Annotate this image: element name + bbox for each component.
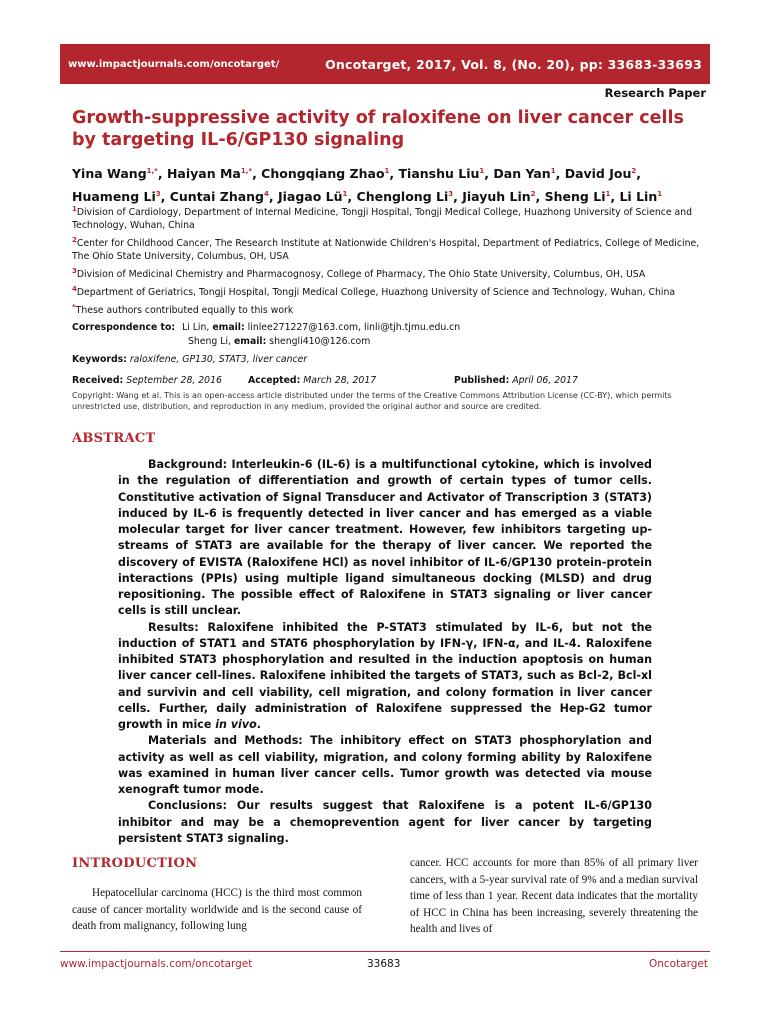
author-name: Tianshu Liu bbox=[398, 166, 480, 182]
author-name: Chenglong Li bbox=[356, 189, 449, 205]
author-affiliation-marker: 4 bbox=[264, 190, 269, 199]
correspondence: Correspondence to: Li Lin, email: linlee271227@163.com, linli@tjh.tjmu.edu.cn Sheng Li, email: shengli410@126.com bbox=[72, 322, 461, 347]
email-link[interactable]: shengli410@126.com bbox=[269, 336, 371, 347]
author-name: Jiayuh Lin bbox=[462, 189, 531, 205]
journal-banner bbox=[60, 44, 710, 84]
affiliation-4: $^4$Department of Geriatrics, Tongji Hospital, Tongji Medical College, Huazhong University of Science and Technology, Wuhan, China bbox=[72, 285, 676, 299]
introduction-heading: INTRODUCTION bbox=[72, 856, 198, 871]
author-name: Jiagao Lü bbox=[277, 189, 343, 205]
author-name: Dan Yan bbox=[493, 166, 551, 182]
author-affiliation-marker: 1 bbox=[479, 167, 485, 175]
keywords: Keywords: raloxifene, GP130, STAT3, liver cancer bbox=[72, 354, 308, 365]
author-name: Cuntai Zhang bbox=[169, 189, 264, 205]
author-name: Li Lin bbox=[619, 189, 658, 205]
author-affiliation-marker: 1 bbox=[342, 190, 348, 199]
author-list: Yina Wang$^{1,*}$, Haiyan $Ma^{1,*}$, Chongqiang Zhao$^1$, Tianshu Liu$^1$, Dan Yan$^1$, David Jou$^2$, Huameng Li$^3$, Cuntai Zhang$^4$, Jiagao $Lü^1$, Chenglong Li$^3$, Jiayuh Lin$^2$, Sheng Li$^1$, Li Lin$^1$ bbox=[72, 166, 663, 205]
author-affiliation-marker: 1,* bbox=[240, 167, 253, 175]
affiliation-3: $^3$Division of Medicinal Chemistry and Pharmacognosy, College of Pharmacy, The Ohio State University, Columbus, OH, USA bbox=[72, 267, 646, 281]
author-affiliation-marker: 1 bbox=[657, 190, 663, 199]
author-affiliation-marker: 3 bbox=[155, 190, 161, 199]
author-affiliation-marker: 1,* bbox=[146, 167, 158, 175]
journal-url[interactable]: www.impactjournals.com/oncotarget/ bbox=[68, 58, 280, 70]
footer-divider bbox=[60, 951, 710, 952]
author-affiliation-marker: 1 bbox=[605, 190, 611, 199]
author-affiliation-marker: 3 bbox=[448, 190, 454, 199]
author-name: Sheng Li bbox=[544, 189, 606, 205]
author-affiliation-marker: 2 bbox=[631, 167, 637, 175]
introduction-right-column: cancer. HCC accounts for more than 85% of all primary liver cancers, with a 5-year survival rate of 9% and a median survival time of less than 1 year. Recent data indicates that the mortality of HCC in China has been increasing, severely threatening the health and lives of bbox=[410, 857, 698, 935]
introduction-left-column: Hepatocellular carcinoma (HCC) is the third most common cause of cancer mortality worldwide and is the second cause of death from malignancy, following lung bbox=[72, 887, 362, 932]
abstract-background: Background: Interleukin-6 (IL-6) is a multifunctional cytokine, which is involved in the regulation of differentiation and growth of certain types of tumor cells. Constitutive activation of Signal Transducer and Activator of Transcription 3 (STAT3) induced by IL-6 is frequently detected in liver cancer and has emerged as a viable molecular target for liver cancer treatment. However, few inhibitors targeting up-streams of STAT3 are available for the therapy of liver cancer. We reported the discovery of EVISTA (Raloxifene HCl) as novel inhibitor of IL-6/GP130 protein-protein interactions (PPIs) using multiple ligand simultaneous docking (MLSD) and drug repositioning. The possible effect of Raloxifene in STAT3 signaling or liver cancer cells is still unclear. bbox=[118, 458, 652, 618]
author-name: Chongqiang Zhao bbox=[261, 166, 385, 182]
affiliation-2: $^2$Center for Childhood Cancer, The Research Institute at Nationwide Children's Hospital, Department of Pediatrics, College of Medicine, The Ohio State University, Columbus, OH, USA bbox=[72, 236, 700, 263]
author-affiliation-marker: 2 bbox=[530, 190, 536, 199]
abstract-heading: ABSTRACT bbox=[72, 431, 156, 446]
footer-journal: Oncotarget bbox=[648, 958, 708, 970]
author-affiliation-marker: 1 bbox=[384, 167, 390, 175]
copyright-notice: Copyright: Wang et al. This is an open-access article distributed under the terms of the Creative Commons Attribution License (CC-BY), which permits unrestricted use, distribution, and reproduction in any medium, provided the original author and source are credited. bbox=[72, 391, 672, 411]
paper-title: Growth-suppressive activity of raloxifene on liver cancer cells by targeting IL-6/GP130 signaling bbox=[72, 108, 684, 150]
author-affiliation-marker: 1 bbox=[550, 167, 556, 175]
abstract-results: Results: Raloxifene inhibited the P-STAT3 stimulated by IL-6, but not the induction of STAT1 and STAT6 phosphorylation by IFN-γ, IFN-α, and IL-4. Raloxifene inhibited STAT3 phosphorylation and resulted in the induction apoptosis on human liver cancer cell-lines. Raloxifene inhibited the targets of STAT3, such as Bcl-2, Bcl-xl and survivin and cell viability, cell migration, and colony formation in liver cancer cells. Further, daily administration of Raloxifene suppressed the Hep-G2 tumor growth in mice in vivo. bbox=[118, 620, 652, 731]
page-number: 33683 bbox=[367, 958, 401, 970]
author-name: Yina Wang bbox=[72, 166, 147, 182]
affiliation-1: $^1$Division of Cardiology, Department of Internal Medicine, Tongji Hospital, Tongji Medical College, Huazhong University of Science and Technology, Wuhan, China bbox=[72, 205, 692, 232]
author-name: Haiyan Ma bbox=[166, 166, 241, 182]
author-name: David Jou bbox=[564, 166, 632, 182]
article-type: Research Paper bbox=[604, 86, 706, 100]
abstract-body bbox=[118, 457, 652, 847]
email-link[interactable]: linlee271227@163.com, linli@tjh.tjmu.edu.cn bbox=[247, 322, 461, 333]
author-name: Huameng Li bbox=[72, 189, 156, 205]
abstract-methods: Materials and Methods: The inhibitory effect on STAT3 phosphorylation and activity as well as cell viability, migration, and colony forming ability by Raloxifene was examined in human liver cancer cells. Tumor growth was detected via mouse xenograft tumor mode. bbox=[118, 734, 652, 796]
footer-url[interactable]: www.impactjournals.com/oncotarget bbox=[60, 958, 253, 970]
equal-contribution-note: *These authors contributed equally to this work bbox=[72, 303, 294, 317]
journal-citation: Oncotarget, 2017, Vol. 8, (No. 20), pp: 33683-33693 bbox=[325, 56, 702, 72]
abstract-conclusions: Conclusions: Our results suggest that Raloxifene is a potent IL-6/GP130 inhibitor and may be a chemoprevention agent for liver cancer by targeting persistent STAT3 signaling. bbox=[118, 799, 652, 845]
